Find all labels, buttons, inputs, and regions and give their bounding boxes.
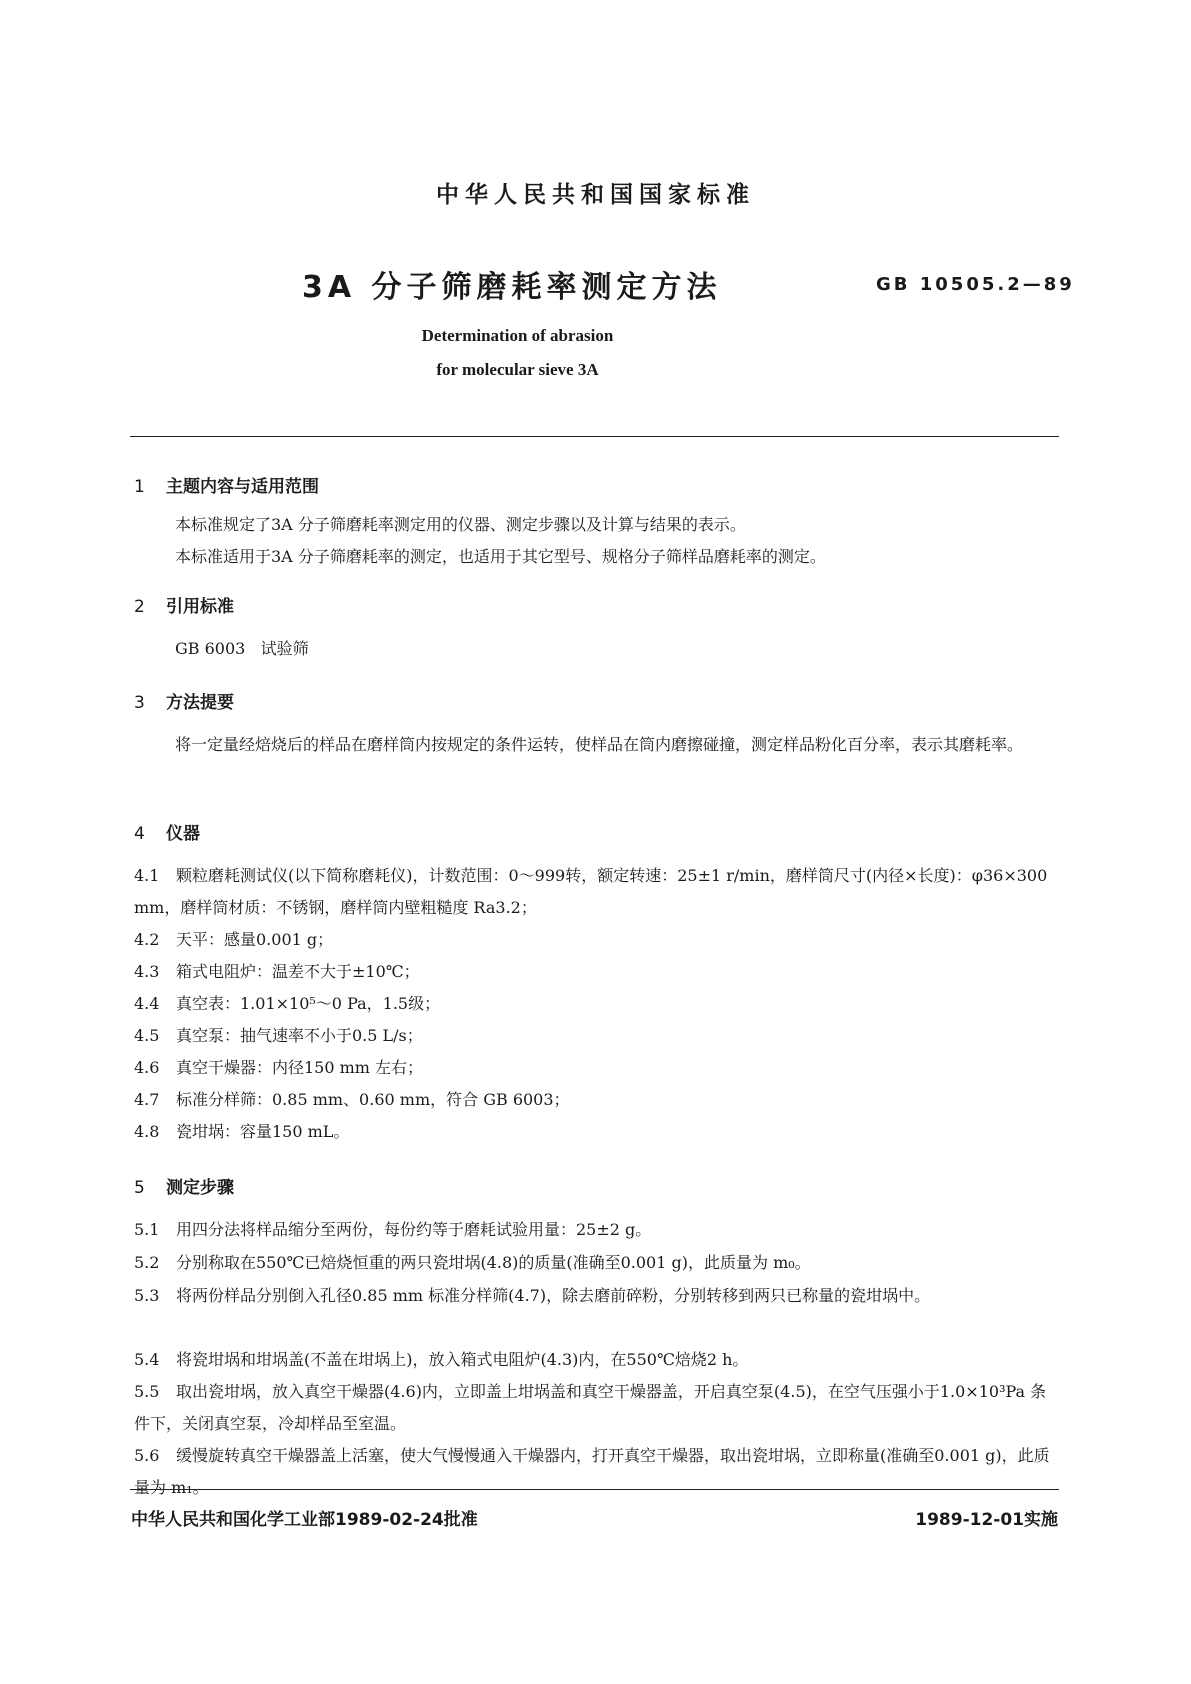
- list-item: 4.8 瓷坩埚：容量150 mL。: [134, 1122, 350, 1141]
- top-divider: [130, 436, 1059, 437]
- implementation-date: 1989-12-01实施: [915, 1510, 1058, 1530]
- section-title: 仪器: [166, 824, 200, 844]
- list-item: 4.1 颗粒磨耗测试仪(以下简称磨耗仪)，计数范围：0～999转，额定转速：25±1 r/min，磨样筒尺寸(内径×长度)：φ36×300 mm，磨样筒材质：不锈钢，磨样筒内壁粗糙度 Ra3.2；: [134, 866, 1048, 917]
- section-1-paragraph-1: 本标准规定了3A 分子筛磨耗率测定用的仪器、测定步骤以及计算与结果的表示。: [175, 515, 746, 534]
- list-item: 5.2 分别称取在550℃已焙烧恒重的两只瓷坩埚(4.8)的质量(准确至0.001 g)，此质量为 m₀。: [134, 1253, 811, 1272]
- section-title: 测定步骤: [166, 1178, 234, 1198]
- list-item: 4.5 真空泵：抽气速率不小于0.5 L/s；: [134, 1026, 423, 1045]
- section-number: 4: [134, 824, 145, 844]
- section-title: 方法提要: [166, 693, 234, 713]
- section-5-heading: [134, 1173, 234, 1198]
- section-number: 5: [134, 1178, 145, 1198]
- list-item: 4.4 真空表：1.01×10⁵～0 Pa，1.5级；: [134, 994, 441, 1013]
- list-item: 5.3 将两份样品分别倒入孔径0.85 mm 标准分样筛(4.7)，除去磨前碎粉，分别转移到两只已称量的瓷坩埚中。: [134, 1286, 931, 1305]
- standard-code: GB 10505.2—89: [876, 274, 1075, 295]
- page-title: 3A 分子筛磨耗率测定方法: [302, 270, 722, 305]
- section-4-heading: [134, 819, 200, 844]
- english-title-line-1: Determination of abrasion: [421, 326, 614, 345]
- list-item: 5.1 用四分法将样品缩分至两份，每份约等于磨耗试验用量：25±2 g。: [134, 1220, 652, 1239]
- list-item: 5.5 取出瓷坩埚，放入真空干燥器(4.6)内，立即盖上坩埚盖和真空干燥器盖，开启真空泵(4.5)，在空气压强小于1.0×10³Pa 条件下，关闭真空泵，冷却样品至室温。: [134, 1382, 1047, 1433]
- section-1-paragraph-2: 本标准适用于3A 分子筛磨耗率的测定，也适用于其它型号、规格分子筛样品磨耗率的测定。: [175, 547, 826, 566]
- referenced-standard: GB 6003 试验筛: [175, 639, 309, 658]
- list-item: 4.6 真空干燥器：内径150 mm 左右；: [134, 1058, 424, 1077]
- national-standard-heading: 中华人民共和国国家标准: [436, 182, 755, 208]
- section-title: 引用标准: [166, 597, 234, 617]
- list-item: 4.3 箱式电阻炉：温差不大于±10℃；: [134, 962, 420, 981]
- section-number: 1: [134, 477, 145, 497]
- section-3-paragraph: 将一定量经焙烧后的样品在磨样筒内按规定的条件运转，使样品在筒内磨擦碰撞，测定样品粉化百分率，表示其磨耗率。: [175, 735, 1024, 754]
- list-item: 5.6 缓慢旋转真空干燥器盖上活塞，使大气慢慢通入干燥器内，打开真空干燥器，取出瓷坩埚，立即称量(准确至0.001 g)，此质量为 m₁。: [134, 1446, 1050, 1497]
- list-item: 5.4 将瓷坩埚和坩埚盖(不盖在坩埚上)，放入箱式电阻炉(4.3)内，在550℃焙烧2 h。: [134, 1350, 749, 1369]
- english-title-line-2: for molecular sieve 3A: [436, 360, 599, 379]
- section-number: 3: [134, 693, 145, 713]
- bottom-divider: [130, 1489, 1059, 1490]
- section-title: 主题内容与适用范围: [166, 477, 319, 497]
- section-2-heading: [134, 592, 234, 617]
- section-3-heading: [134, 688, 234, 713]
- list-item: 4.2 天平：感量0.001 g；: [134, 930, 334, 949]
- list-item: 4.7 标准分样筛：0.85 mm、0.60 mm，符合 GB 6003；: [134, 1090, 570, 1109]
- approval-line: 中华人民共和国化学工业部1989-02-24批准: [131, 1510, 478, 1530]
- section-number: 2: [134, 597, 145, 617]
- section-1-heading: [134, 472, 319, 497]
